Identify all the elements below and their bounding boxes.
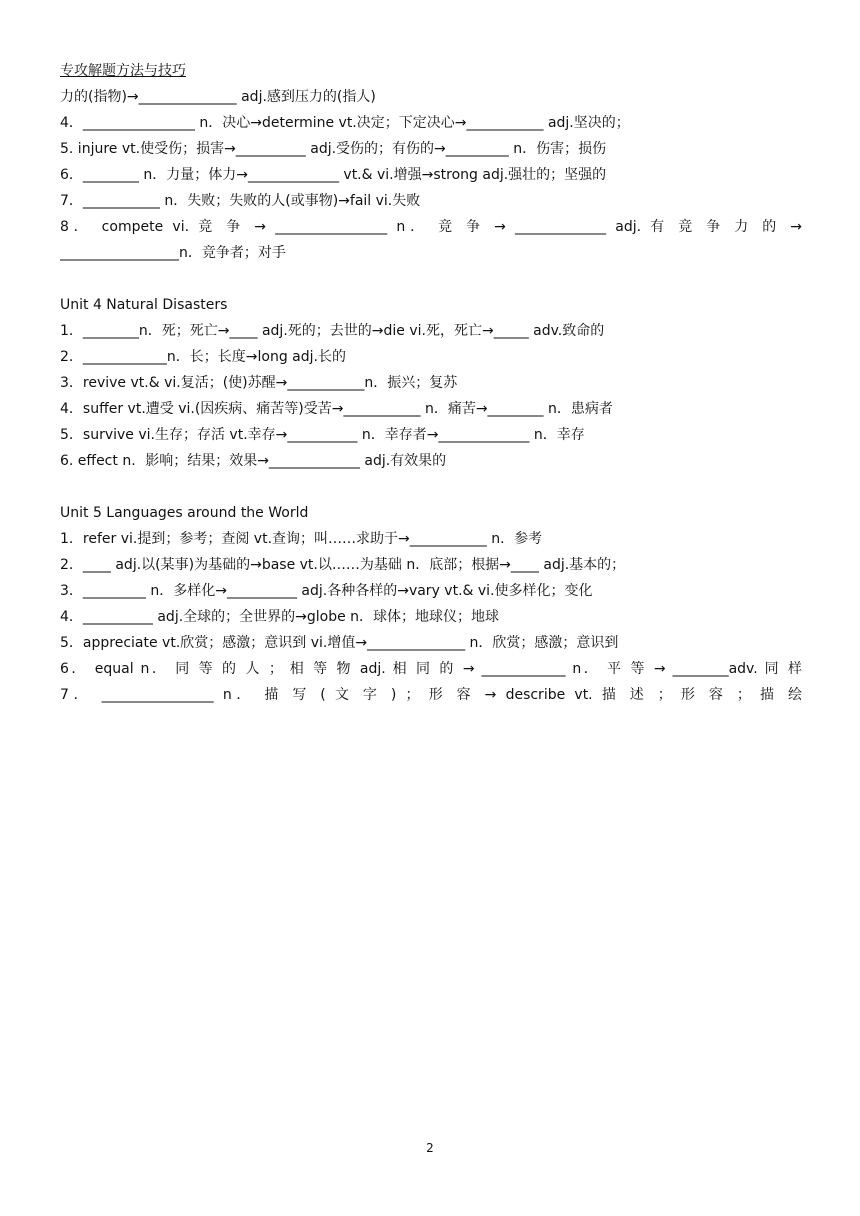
unit5-line: 1．refer vi.提到；参考；查阅 vt.查询；叫……求助于→___________ n．参考: [60, 531, 543, 547]
spacer: [60, 266, 802, 292]
unit5-line: 4．__________ adj.全球的；全世界的→globe n．球体；地球仪；地球: [60, 609, 500, 625]
intro-line: 5. injure vt.使受伤；损害→__________ adj.受伤的；有伤的→_________ n．伤害；损伤: [60, 141, 607, 157]
unit5-line: 5．appreciate vt.欣赏；感激；意识到 vi.增值→______________ n．欣赏；感激；意识到: [60, 635, 619, 651]
unit5-line: 7． ________________ n． 描 写 ( 文 字 ) ； 形 容 → describe vt. 描 述 ； 形 容 ； 描 绘: [60, 687, 802, 703]
unit5-line: 2．____ adj.以(某事)为基础的→base vt.以……为基础 n．底部；根据→____ adj.基本的；: [60, 557, 626, 573]
unit4-line: 5．survive vi.生存；存活 vt.幸存→__________ n．幸存者→_____________ n．幸存: [60, 427, 585, 443]
intro-line: 力的(指物)→______________ adj.感到压力的(指人): [60, 89, 376, 105]
intro-line: 4．________________ n．决心→determine vt.决定；下定决心→___________ adj.坚决的；: [60, 115, 630, 131]
worksheet-content: [60, 58, 802, 708]
intro-line: 7．___________ n．失败；失败的人(或事物)→fail vi.失败: [60, 193, 421, 209]
unit4-title: Unit 4 Natural Disasters: [60, 297, 228, 313]
intro-line: _________________n．竞争者；对手: [60, 245, 286, 261]
unit5-title: Unit 5 Languages around the World: [60, 505, 309, 521]
spacer: [60, 474, 802, 500]
page-number: 2: [426, 1141, 434, 1155]
unit5-line: 3．_________ n．多样化→__________ adj.各种各样的→vary vt.& vi.使多样化；变化: [60, 583, 593, 599]
unit5-line: 6． equal n． 同 等 的 人 ； 相 等 物 adj. 相 同 的 → ____________ n． 平 等 → ________adv. 同 样: [60, 661, 802, 677]
unit4-line: 2．____________n．长；长度→long adj.长的: [60, 349, 346, 365]
unit4-line: 1．________n．死；死亡→____ adj.死的；去世的→die vi.死，死亡→_____ adv.致命的: [60, 323, 605, 339]
unit4-line: 3．revive vt.& vi.复活；(使)苏醒→___________n．振兴；复苏: [60, 375, 458, 391]
intro-line: 8． compete vi. 竞 争 → ________________ n． 竞 争 → _____________ adj. 有 竞 争 力 的 →: [60, 219, 802, 235]
unit4-line: 4．suffer vt.遭受 vi.(因疾病、痛苦等)受苦→___________ n．痛苦→________ n．患病者: [60, 401, 613, 417]
intro-line: 6．________ n．力量；体力→_____________ vt.& vi.增强→strong adj.强壮的；坚强的: [60, 167, 607, 183]
section-header: 专攻解题方法与技巧: [60, 63, 186, 79]
unit4-line: 6. effect n．影响；结果；效果→_____________ adj.有效果的: [60, 453, 447, 469]
